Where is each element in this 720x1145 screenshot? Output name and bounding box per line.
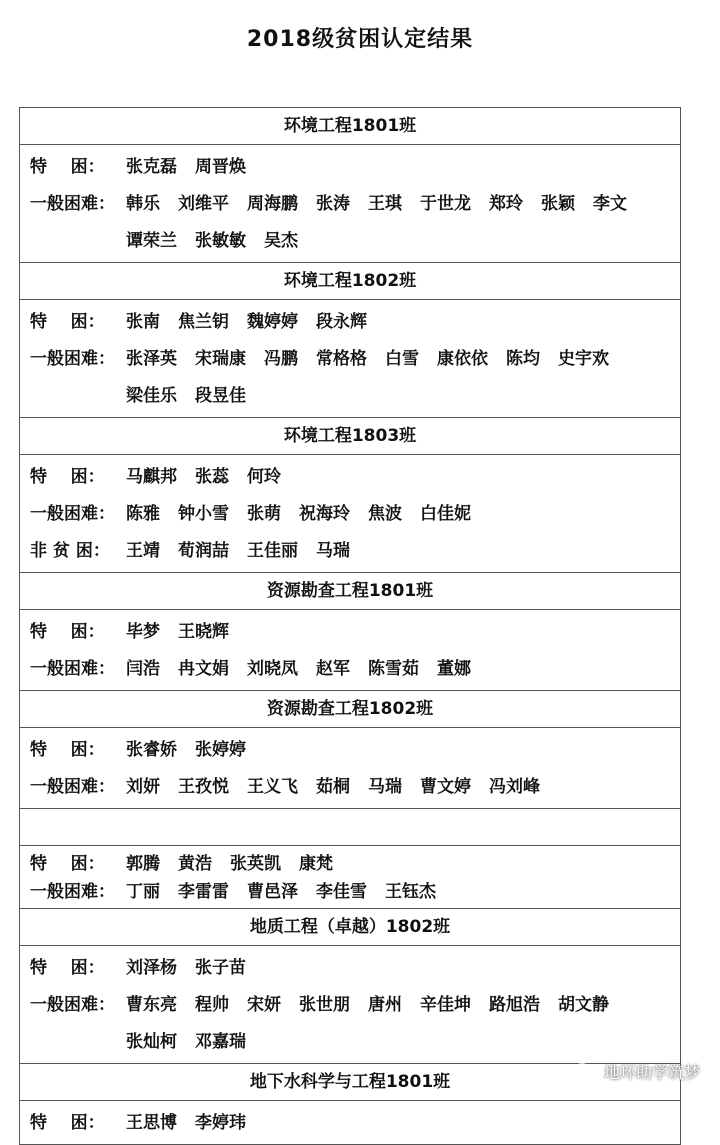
student-name: 丁丽 [126,882,160,902]
category-label [20,341,126,378]
student-name: 吴杰 [264,231,298,251]
student-name: 常格格 [316,349,367,369]
category-label [20,459,126,496]
class-section [20,610,680,691]
category-row [20,1105,680,1142]
student-name: 荀润喆 [178,541,229,561]
student-name: 魏婷婷 [247,312,298,332]
student-names [126,950,680,987]
category-label-text: 一般困难： [30,349,115,369]
student-name: 李婷玮 [195,1113,246,1133]
student-name: 于世龙 [420,194,471,214]
student-name: 刘泽杨 [126,958,177,978]
category-row [20,186,680,260]
student-name: 王思博 [126,1113,177,1133]
student-name: 冯刘峰 [489,777,540,797]
category-label [20,850,126,878]
class-heading: 环境工程1803班 [20,418,680,455]
category-row [20,732,680,769]
student-name: 张睿娇 [126,740,177,760]
category-row [20,769,680,806]
student-name: 王佳丽 [247,541,298,561]
student-names [126,651,680,688]
category-label-text: 一般困难： [30,659,115,679]
class-section [20,846,680,909]
class-section [20,145,680,263]
student-name: 闫浩 [126,659,160,679]
category-row [20,533,680,570]
student-names [126,614,680,651]
student-name: 张颖 [541,194,575,214]
student-name: 毕梦 [126,622,160,642]
student-name: 李雷雷 [178,882,229,902]
category-label [20,304,126,341]
student-name: 张涛 [316,194,350,214]
student-name: 王靖 [126,541,160,561]
category-row [20,987,680,1061]
category-label [20,878,126,906]
category-label-text: 特 困： [30,740,105,760]
student-name: 李佳雪 [316,882,367,902]
student-name: 郭腾 [126,854,160,874]
student-name: 段永辉 [316,312,367,332]
student-name: 韩乐 [126,194,160,214]
category-label [20,987,126,1024]
student-name: 刘晓凤 [247,659,298,679]
class-heading [20,809,680,846]
category-label-text: 特 困： [30,312,105,332]
category-label-text: 特 困： [30,622,105,642]
student-name: 段昱佳 [195,386,246,406]
student-names [126,533,680,570]
class-section [20,1101,680,1145]
category-label-text: 一般困难： [30,777,115,797]
student-names [126,1105,680,1142]
student-name: 马瑞 [316,541,350,561]
student-name: 王琪 [368,194,402,214]
student-name: 宋妍 [247,995,281,1015]
category-label-text: 一般困难： [30,995,115,1015]
student-name: 茹桐 [316,777,350,797]
class-heading: 地下水科学与工程1801班 [20,1064,680,1101]
results-table [19,107,681,1145]
student-name: 冯鹏 [264,349,298,369]
student-names [126,878,680,906]
student-names [126,496,680,533]
student-name: 王孜悦 [178,777,229,797]
student-name: 谭荣兰 [126,231,177,251]
category-label-text: 一般困难： [30,194,115,214]
category-label-text: 一般困难： [30,882,115,902]
category-label-text: 特 困： [30,157,105,177]
student-name: 焦兰钥 [178,312,229,332]
student-name: 张子苗 [195,958,246,978]
category-row [20,950,680,987]
category-row [20,459,680,496]
student-name: 程帅 [195,995,229,1015]
student-name: 张英凯 [230,854,281,874]
category-row [20,614,680,651]
student-name: 钟小雪 [178,504,229,524]
student-name: 冉文娟 [178,659,229,679]
class-heading: 环境工程1801班 [20,108,680,145]
category-row [20,496,680,533]
student-name: 周海鹏 [247,194,298,214]
student-name: 陈雪茹 [368,659,419,679]
class-section [20,946,680,1064]
class-section [20,728,680,809]
student-name: 张灿柯 [126,1032,177,1052]
category-label [20,614,126,651]
student-name: 唐州 [368,995,402,1015]
category-label-text: 一般困难： [30,504,115,524]
student-name: 张南 [126,312,160,332]
class-section [20,455,680,573]
student-name: 白佳妮 [420,504,471,524]
student-name: 张泽英 [126,349,177,369]
category-label-text: 特 困： [30,467,105,487]
student-name: 刘维平 [178,194,229,214]
student-names [126,987,680,1061]
category-label [20,651,126,688]
student-name: 张萌 [247,504,281,524]
student-name: 张敏敏 [195,231,246,251]
category-label-text: 特 困： [30,854,105,874]
student-name: 周晋焕 [195,157,246,177]
class-heading: 资源勘查工程1801班 [20,573,680,610]
student-name: 宋瑞康 [195,349,246,369]
class-heading: 环境工程1802班 [20,263,680,300]
student-name: 焦波 [368,504,402,524]
student-name: 梁佳乐 [126,386,177,406]
category-row [20,149,680,186]
student-name: 董娜 [437,659,471,679]
student-name: 郑玲 [489,194,523,214]
student-name: 史宇欢 [558,349,609,369]
student-names [126,149,680,186]
student-name: 李文 [593,194,627,214]
student-name: 张世朋 [299,995,350,1015]
student-name: 王钰杰 [385,882,436,902]
class-heading: 地质工程（卓越）1802班 [20,909,680,946]
student-names [126,769,680,806]
student-name: 陈均 [506,349,540,369]
student-name: 张蕊 [195,467,229,487]
student-name: 马麒邦 [126,467,177,487]
category-label [20,732,126,769]
student-name: 邓嘉瑞 [195,1032,246,1052]
category-label-text: 特 困： [30,958,105,978]
category-label [20,149,126,186]
student-name: 曹东亮 [126,995,177,1015]
category-label [20,769,126,806]
student-name: 张克磊 [126,157,177,177]
category-label [20,496,126,533]
student-names [126,186,680,260]
student-name: 康梵 [299,854,333,874]
category-label [20,533,126,570]
student-name: 何玲 [247,467,281,487]
student-name: 祝海玲 [299,504,350,524]
student-name: 康依依 [437,349,488,369]
student-name: 曹文婷 [420,777,471,797]
student-name: 黄浩 [178,854,212,874]
wechat-icon [572,1062,598,1082]
student-name: 陈雅 [126,504,160,524]
student-name: 胡文静 [558,995,609,1015]
student-name: 路旭浩 [489,995,540,1015]
student-name: 王晓辉 [178,622,229,642]
student-names [126,850,680,878]
watermark [572,1060,700,1083]
student-names [126,304,680,341]
category-label-text: 非 贫 困： [30,541,110,561]
student-name: 王义飞 [247,777,298,797]
page-title: 2018级贫困认定结果 [246,27,474,52]
category-row [20,304,680,341]
student-names [126,341,680,415]
category-row [20,651,680,688]
student-name: 马瑞 [368,777,402,797]
class-section [20,300,680,418]
category-row [20,850,680,878]
student-names [126,732,680,769]
category-row [20,878,680,906]
category-row [20,341,680,415]
student-names [126,459,680,496]
category-label [20,186,126,223]
category-label [20,1105,126,1142]
student-name: 辛佳坤 [420,995,471,1015]
category-label-text: 特 困： [30,1113,105,1133]
class-heading: 资源勘查工程1802班 [20,691,680,728]
student-name: 赵军 [316,659,350,679]
student-name: 白雪 [385,349,419,369]
category-label [20,950,126,987]
student-name: 张婷婷 [195,740,246,760]
watermark-text: 地环助学筑梦 [603,1063,700,1082]
student-name: 曹邑泽 [247,882,298,902]
student-name: 刘妍 [126,777,160,797]
